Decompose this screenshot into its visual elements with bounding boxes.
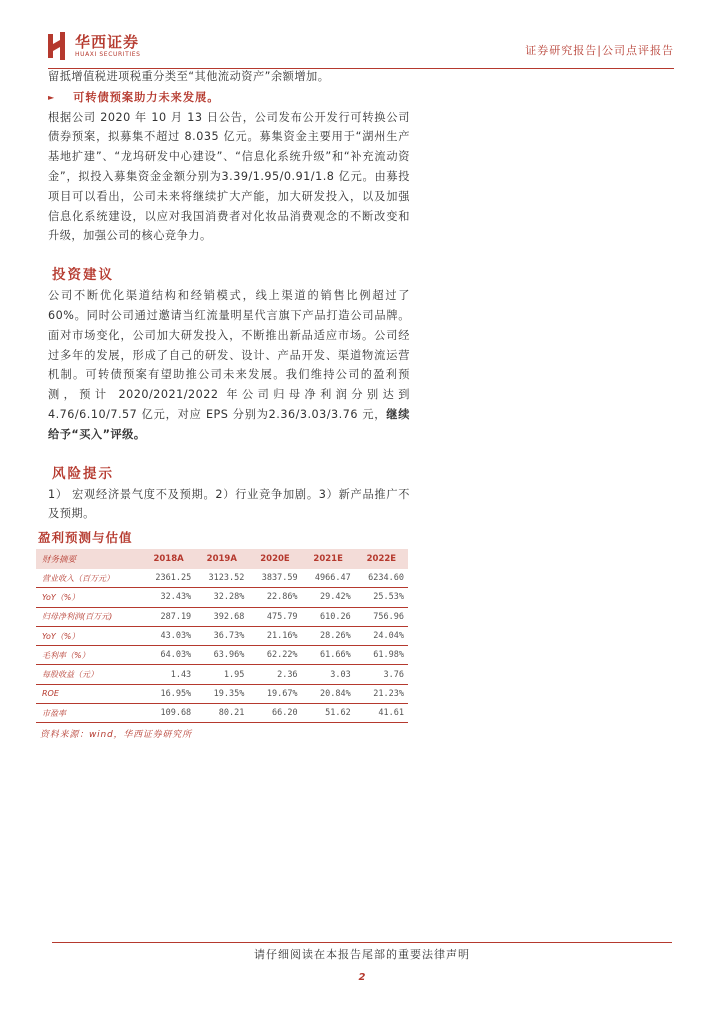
footer-disclaimer: 请仔细阅读在本报告尾部的重要法律声明 [254,948,470,961]
risk-section-title: 风险提示 [52,465,114,482]
table-header-cell: 财务摘要 [42,555,77,565]
table-row [36,646,408,665]
table-cell: 22.86% [248,588,301,607]
table-row-label: 市盈率 [36,704,142,723]
table-cell: 62.22% [248,646,301,665]
table-body [36,569,408,723]
table-cell: 1.43 [142,665,195,684]
table-cell: 25.53% [355,588,408,607]
investment-section-title: 投资建议 [52,267,114,284]
table-cell: 756.96 [355,607,408,626]
table-cell: 1.95 [195,665,248,684]
investment-paragraph [48,286,410,444]
convertible-heading [48,88,410,108]
table-cell: 3123.52 [195,569,248,588]
table-cell: 109.68 [142,704,195,723]
report-body [48,67,410,524]
table-header-cell: 2022E [366,554,397,564]
table-row [36,607,408,626]
table-cell: 19.35% [195,684,248,703]
logo-english-name: HUAXI SECURITIES [75,51,141,58]
table-row-label: 营业收入（百万元） [36,569,142,588]
table-header-cell: 2019A [206,554,237,564]
table-row [36,704,408,723]
table-cell: 61.98% [355,646,408,665]
table-row-label: 毛利率（%） [36,646,142,665]
table-row-label: ROE [36,684,142,703]
table-cell: 20.84% [302,684,355,703]
table-row-label: 每股收益（元） [36,665,142,684]
table-cell: 66.20 [248,704,301,723]
table-cell: 16.95% [142,684,195,703]
table-row-label: YoY（%） [36,626,142,645]
table-cell: 61.66% [302,646,355,665]
table-cell: 80.21 [195,704,248,723]
table-cell: 64.03% [142,646,195,665]
table-cell: 32.28% [195,588,248,607]
table-row [36,665,408,684]
footer-divider [52,942,672,943]
table-cell: 29.42% [302,588,355,607]
table-header-cell: 2020E [260,554,290,564]
report-type-label: 证券研究报告|公司点评报告 [525,44,674,57]
table-cell: 287.19 [142,607,195,626]
table-row [36,588,408,607]
company-logo [48,32,141,60]
table-cell: 6234.60 [355,569,408,588]
table-header-cell: 2021E [313,554,343,564]
intro-tail-paragraph: 留抵增值税进项税重分类至“其他流动资产”余额增加。 [48,70,330,83]
table-cell: 19.67% [248,684,301,703]
table-cell: 3.03 [302,665,355,684]
investment-rating: 继续给予“买入”评级。 [48,407,410,441]
table-cell: 63.96% [195,646,248,665]
convertible-heading-text: 可转债预案助力未来发展。 [73,90,220,104]
table-cell: 2361.25 [142,569,195,588]
table-cell: 2.36 [248,665,301,684]
table-cell: 21.23% [355,684,408,703]
table-header-cell: 2018A [153,554,184,564]
table-row [36,684,408,703]
table-cell: 51.62 [302,704,355,723]
table-cell: 3837.59 [248,569,301,588]
table-cell: 21.16% [248,626,301,645]
table-cell: 4966.47 [302,569,355,588]
table-cell: 392.68 [195,607,248,626]
forecast-table-section [36,528,408,740]
huaxi-logo-icon [48,32,68,60]
table-cell: 41.61 [355,704,408,723]
risk-paragraph: 1） 宏观经济景气度不及预期。2）行业竞争加剧。3）新产品推广不及预期。 [48,487,410,521]
table-cell: 28.26% [302,626,355,645]
table-cell: 475.79 [248,607,301,626]
table-cell: 36.73% [195,626,248,645]
logo-chinese-name: 华西证券 [75,33,140,51]
table-row [36,626,408,645]
table-row [36,569,408,588]
table-title: 盈利预测与估值 [38,530,133,545]
forecast-table [36,549,408,723]
convertible-paragraph: 根据公司 2020 年 10 月 13 日公告，公司发布公开发行可转换公司债券预案，拟募集不超过 8.035 亿元。募集资金主要用于“湖州生产基地扩建”、“龙坞研发中心建设”、“信息化系统升级”和“补充流动资金”，拟投入募集资金金额分别为3.39/1.95/0.91/1.8 亿元。由募投项目可以看出，公司未来将继续扩大产能，加大研发投入，以及加强信息化系统建设，以应对我国消费者对化妆品消费观念的不断改变和升级，加强公司的核心竞争力。 [48,110,410,243]
table-source-note: 资料来源：wind，华西证券研究所 [40,730,192,741]
table-row-label: YoY（%） [36,588,142,607]
table-header-row [36,549,408,569]
table-row-label: 归母净利润(百万元) [36,607,142,626]
page-header [48,28,674,69]
page-number: 2 [358,972,366,983]
table-cell: 610.26 [302,607,355,626]
table-cell: 43.03% [142,626,195,645]
table-cell: 32.43% [142,588,195,607]
table-cell: 3.76 [355,665,408,684]
investment-text: 公司不断优化渠道结构和经销模式，线上渠道的销售比例超过了 60%。同时公司通过邀请当红流量明星代言旗下产品打造公司品牌。面对市场变化，公司加大研发投入，不断推出新品适应市场。公司经过多年的发展，形成了自己的研发、设计、产品开发、渠道物流运营机制。可转债预案有望助推公司未来发展。我们维持公司的盈利预测，预计 2020/2021/2022 年公司归母净利润分别达到 4.76/6.10/7.57 亿元，对应 EPS 分别为2.36/3.03/3.76 元， [48,289,410,421]
table-cell: 24.04% [355,626,408,645]
bullet-arrow-icon: ► [48,92,56,102]
